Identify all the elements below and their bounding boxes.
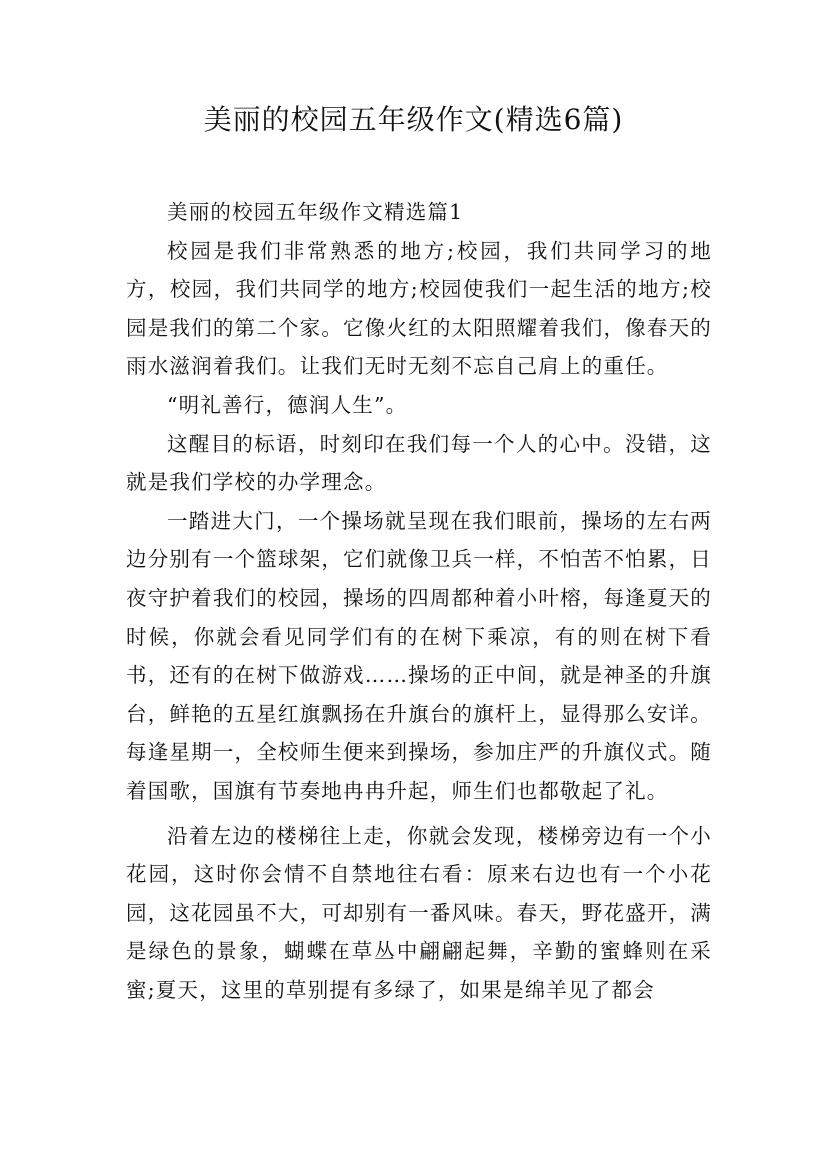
paragraph: 校园是我们非常熟悉的地方;校园，我们共同学习的地方，校园，我们共同学的地方;校园使我们一起生活的地方;校园是我们的第二个家。它像火红的太阳照耀着我们，像春天的雨水滋润着我们。让我们无时无刻不忘自己肩上的重任。 xyxy=(126,238,712,379)
document-body xyxy=(126,193,712,1009)
paragraph: 这醒目的标语，时刻印在我们每一个人的心中。没错，这就是我们学校的办学理念。 xyxy=(126,431,712,495)
paragraph: “明礼善行，德润人生”。 xyxy=(167,392,408,417)
section-heading: 美丽的校园五年级作文精选篇1 xyxy=(167,200,464,224)
paragraph: 沿着左边的楼梯往上走，你就会发现，楼梯旁边有一个小花园，这时你会情不自禁地往右看：原来右边也有一个小花园，这花园虽不大，可却别有一番风味。春天，野花盛开，满是绿色的景象，蝴蝶在草丛中翩翩起舞，辛勤的蜜蜂则在采蜜;夏天，这里的草别提有多绿了，如果是绵羊见了都会 xyxy=(126,823,712,1002)
paragraph: 一踏进大门，一个操场就呈现在我们眼前，操场的左右两边分别有一个篮球架，它们就像卫兵一样，不怕苦不怕累，日夜守护着我们的校园，操场的四周都种着小叶榕，每逢夏天的时候，你就会看见同学们有的在树下乘凉，有的则在树下看书，还有的在树下做游戏……操场的正中间，就是神圣的升旗台，鲜艳的五星红旗飘扬在升旗台的旗杆上，显得那么安详。每逢星期一，全校师生便来到操场，参加庄严的升旗仪式。随着国歌，国旗有节奏地冉冉升起，师生们也都敬起了礼。 xyxy=(126,508,712,803)
document-title: 美丽的校园五年级作文(精选6篇) xyxy=(203,103,624,136)
